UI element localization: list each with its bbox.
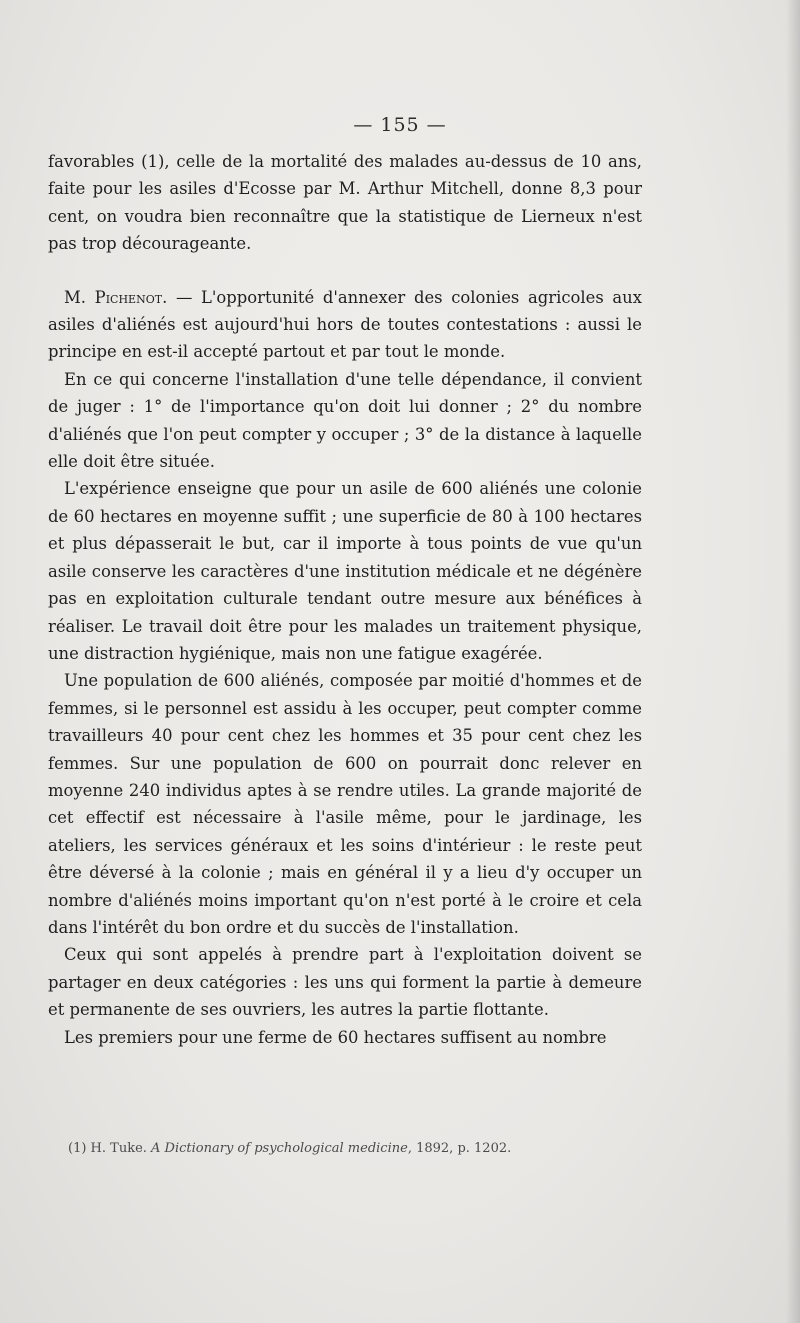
footnote-suffix: , 1892, p. 1202. [407, 1141, 512, 1156]
page-number: — 155 — [353, 114, 447, 136]
paragraph-7: Les premiers pour une ferme de 60 hectares suffisent au nombre [64, 1027, 607, 1047]
footnote-prefix: (1) H. Tuke. [68, 1141, 152, 1156]
paragraph-2 [48, 284, 642, 366]
paragraph-2-text: — L'opportunité d'annexer des colonies agricoles aux asiles d'aliénés est aujourd'hui hors de toutes contestations : aussi le principe en est-il accepté partout et par tout le monde. [48, 287, 642, 362]
page-gutter-shadow [786, 0, 800, 1323]
paragraph-5: Une population de 600 aliénés, composée par moitié d'hommes et de femmes, si le personnel est assidu à les occuper, peut compter comme travailleurs 40 pour cent chez les hommes et 35 pour cent chez les femmes. Sur une population de 600 on pourrait donc relever en moyenne 240 individus aptes à se rendre utiles. La grande majorité de cet effectif est nécessaire à l'asile même, pour le jardinage, les ateliers, les services généraux et les soins d'intérieur : le reste peut être déversé à la colonie ; mais en général il y a lieu d'y occuper un nombre d'aliénés moins important qu'on n'est porté à le croire et cela dans l'intérêt du bon ordre et du succès de l'installation. [48, 671, 642, 937]
footnote-title: A Dictionary of psychological medicine [151, 1141, 408, 1156]
paragraph-4: L'expérience enseigne que pour un asile de 600 aliénés une colonie de 60 hectares en moyenne suffit ; une superficie de 80 à 100 hectares et plus dépasserait le but, car il importe à tous points de vue qu'un asile conserve les caractères d'une institution médicale et ne dégénère pas en exploitation culturale tendant outre mesure aux bénéfices à réaliser. Le travail doit être pour les malades un traitement physique, une distraction hygiénique, mais non une fatigue exagérée. [48, 479, 642, 663]
paragraph-3: En ce qui concerne l'installation d'une telle dépendance, il convient de juger : 1° de l'importance qu'on doit lui donner ; 2° du nombre d'aliénés que l'on peut compter y occuper ; 3° de la distance à laquelle elle doit être située. [48, 369, 642, 472]
paragraph-6: Ceux qui sont appelés à prendre part à l'exploitation doivent se partager en deux catégories : les uns qui forment la partie à demeure et permanente de ses ouvriers, les autres la partie flottante. [48, 945, 642, 1020]
paragraph-1: favorables (1), celle de la mortalité des malades au-dessus de 10 ans, faite pour les asiles d'Ecosse par M. Arthur Mitchell, donne 8,3 pour cent, on voudra bien reconnaître que la statistique de Lierneux n'est pas trop décourageante. [48, 152, 642, 254]
footnote [68, 1141, 628, 1156]
body-text [48, 148, 642, 1051]
speaker-name: M. Pichenot. [64, 287, 168, 307]
